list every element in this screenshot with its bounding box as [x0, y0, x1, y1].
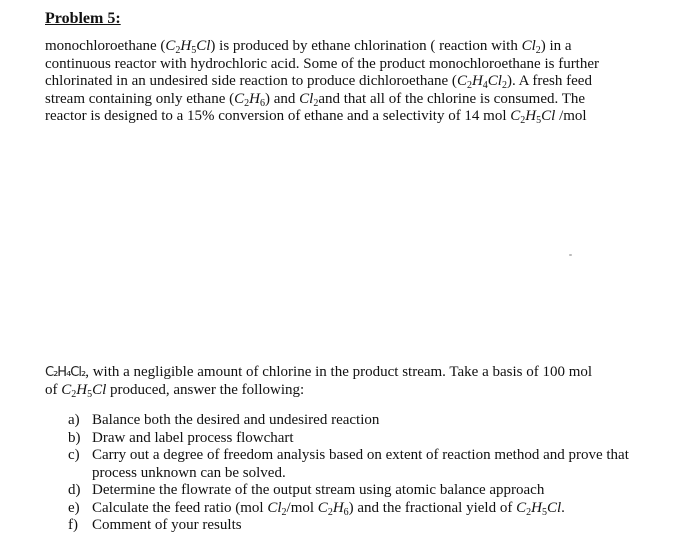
- problem-intro: [45, 38, 665, 126]
- continuation-line-1: C₂H₄Cl₂, with a negligible amount of chlorine in the product stream. Take a basis of 100 mol: [45, 364, 593, 380]
- intro-line-3: chlorinated in an undesired side reaction to produce dichloroethane $(C_2H_4Cl_2)$. A fresh feed: [45, 73, 592, 91]
- intro-line-4: stream containing only ethane $(C_2H_6)$ and $Cl_2and$ that all of the chlorine is consumed. The: [45, 90, 586, 109]
- question-item: b) Draw and label process flowchart: [68, 429, 294, 446]
- question-item: c) Carry out a degree of freedom analysis based on extent of reaction method and prove that process unknown can be solved.: [68, 447, 629, 481]
- intro-line-2: continuous reactor with hydrochloric acid. Some of the product monochloroethane is further: [45, 55, 600, 72]
- cut-off-formula: C₂H₄Cl₂: [45, 365, 86, 380]
- question-item: f) Comment of your results: [68, 517, 242, 533]
- intro-line-5: reactor is designed to a 15% conversion of ethane and a selectivity of 14 mol $C_2H_5Cl$ /mol: [45, 108, 587, 126]
- problem-continuation: [45, 364, 665, 399]
- continuation-line-2: of $C_2H_5Cl$ produced, answer the following:: [45, 381, 305, 400]
- question-item: a) Balance both the desired and undesired reaction: [68, 412, 380, 428]
- question-list: [68, 412, 652, 535]
- question-item: d) Determine the flowrate of the output stream using atomic balance approach: [68, 482, 545, 498]
- problem-title: Problem 5:: [45, 10, 121, 27]
- scan-speck: [569, 254, 572, 256]
- question-item: e) Calculate the feed ratio (mol $Cl_2$/mol $C_2H_6$) and the fractional yield of $C_2H_5Cl$.: [68, 499, 565, 518]
- intro-line-1: monochloroethane $(C_2H_5Cl)$ is produced by ethane chlorination ( reaction with $Cl_2$) in a: [45, 38, 572, 56]
